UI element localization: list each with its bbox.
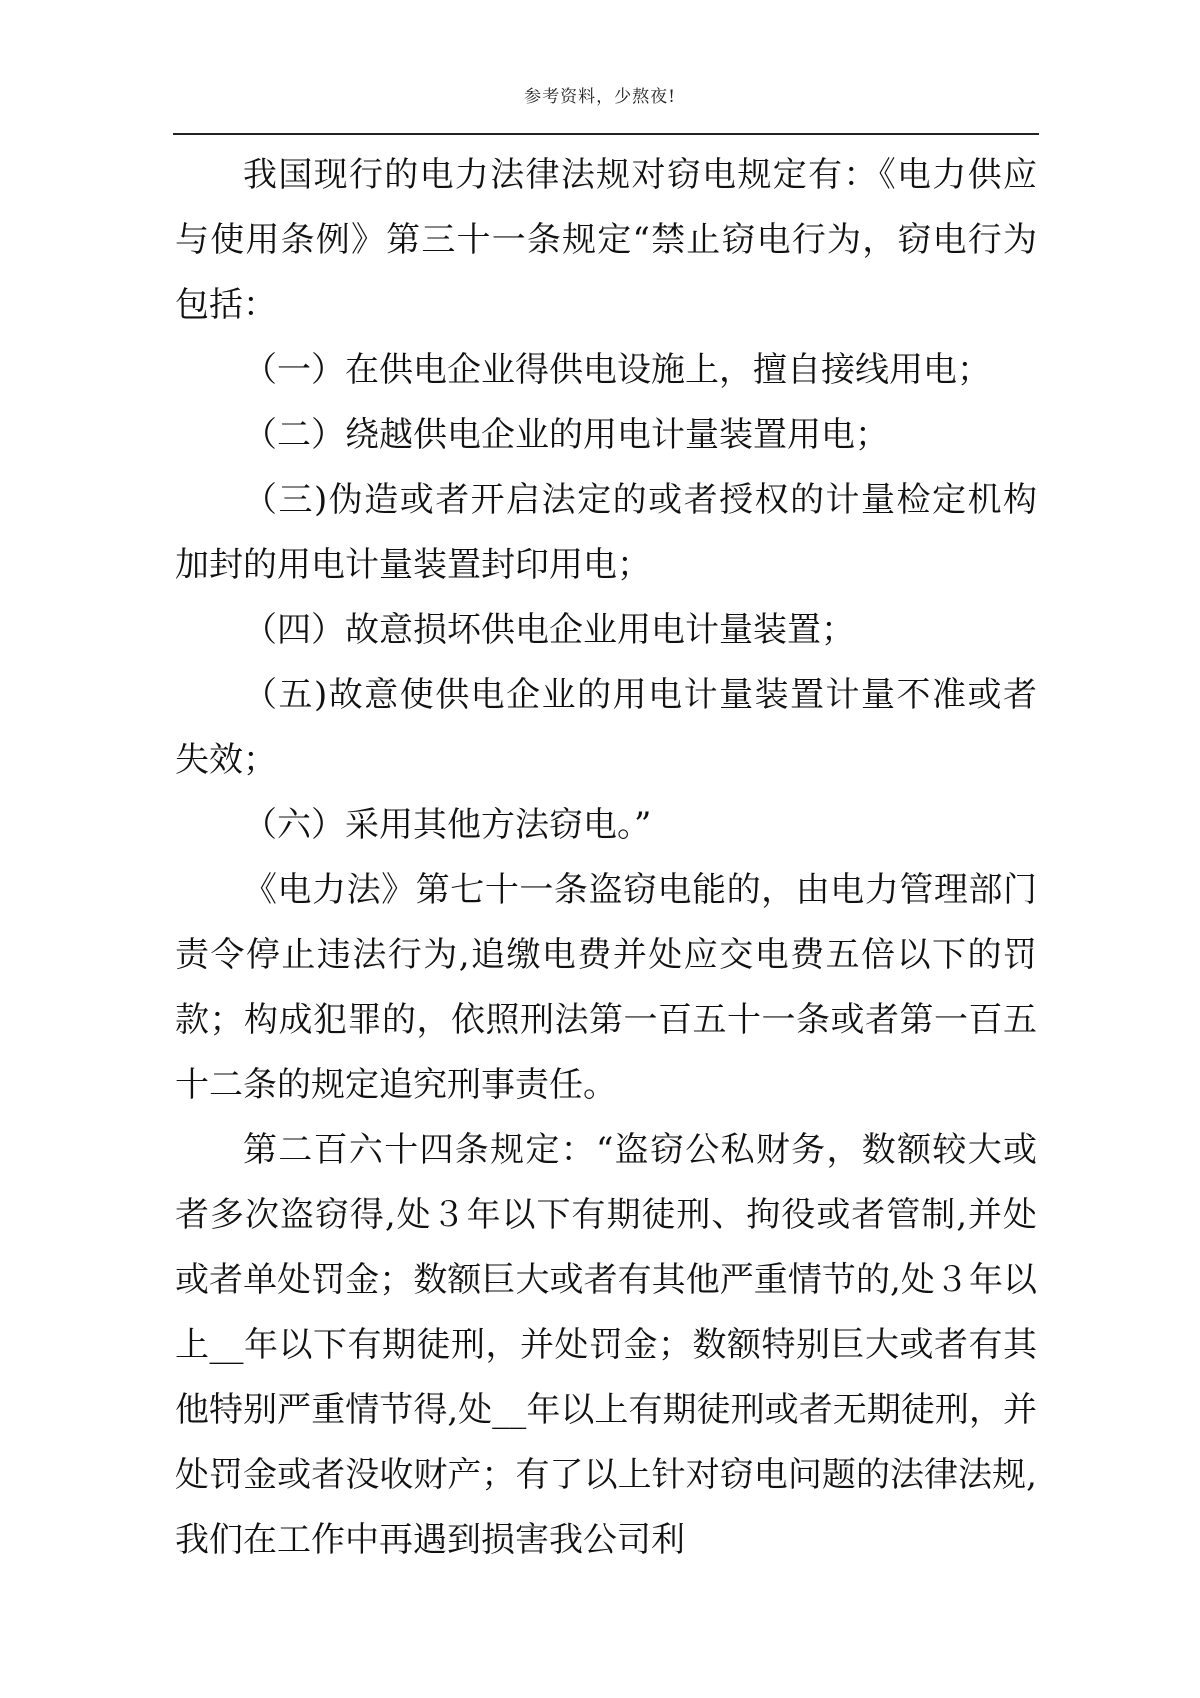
paragraph-article-264: 第二百六十四条规定：“盗窃公私财务，数额较大或者多次盗窃得,处３年以下有期徒刑、拘役或者管制,并处或者单处罚金；数额巨大或者有其他严重情节的,处３年以上__年以下有期徒刑，并处罚金；数额特别巨大或者有其他特别严重情节得,处__年以上有期徒刑或者无期徒刑，并处罚金或者没收财产；有了以上针对窃电问题的法律法规,我们在工作中再遇到损害我公司利 <box>175 1130 1037 1560</box>
page-header: 参考资料，少熬夜! <box>524 87 676 107</box>
paragraph-electric-power-law: 《电力法》第七十一条盗窃电能的，由电力管理部门责令停止违法行为,追缴电费并处应交电费五倍以下的罚款；构成犯罪的，依照刑法第一百五十一条或者第一百五十二条的规定追究刑事责任。 <box>175 870 1037 1105</box>
paragraph-item-5: （五)故意使供电企业的用电计量装置计量不准或者失效； <box>175 675 1037 780</box>
header-divider <box>173 133 1039 135</box>
document-body <box>175 143 1037 1573</box>
paragraph-intro: 我国现行的电力法律法规对窃电规定有：《电力供应与使用条例》第三十一条规定“禁止窃电行为，窃电行为包括： <box>175 155 1037 325</box>
paragraph-item-4: （四）故意损坏供电企业用电计量装置； <box>243 610 855 650</box>
paragraph-item-6: （六）采用其他方法窃电。” <box>243 805 652 845</box>
paragraph-item-3: （三)伪造或者开启法定的或者授权的计量检定机构加封的用电计量装置封印用电； <box>175 480 1037 585</box>
paragraph-item-2: （二）绕越供电企业的用电计量装置用电； <box>243 415 889 455</box>
paragraph-item-1: （一）在供电企业得供电设施上，擅自接线用电； <box>243 350 991 390</box>
